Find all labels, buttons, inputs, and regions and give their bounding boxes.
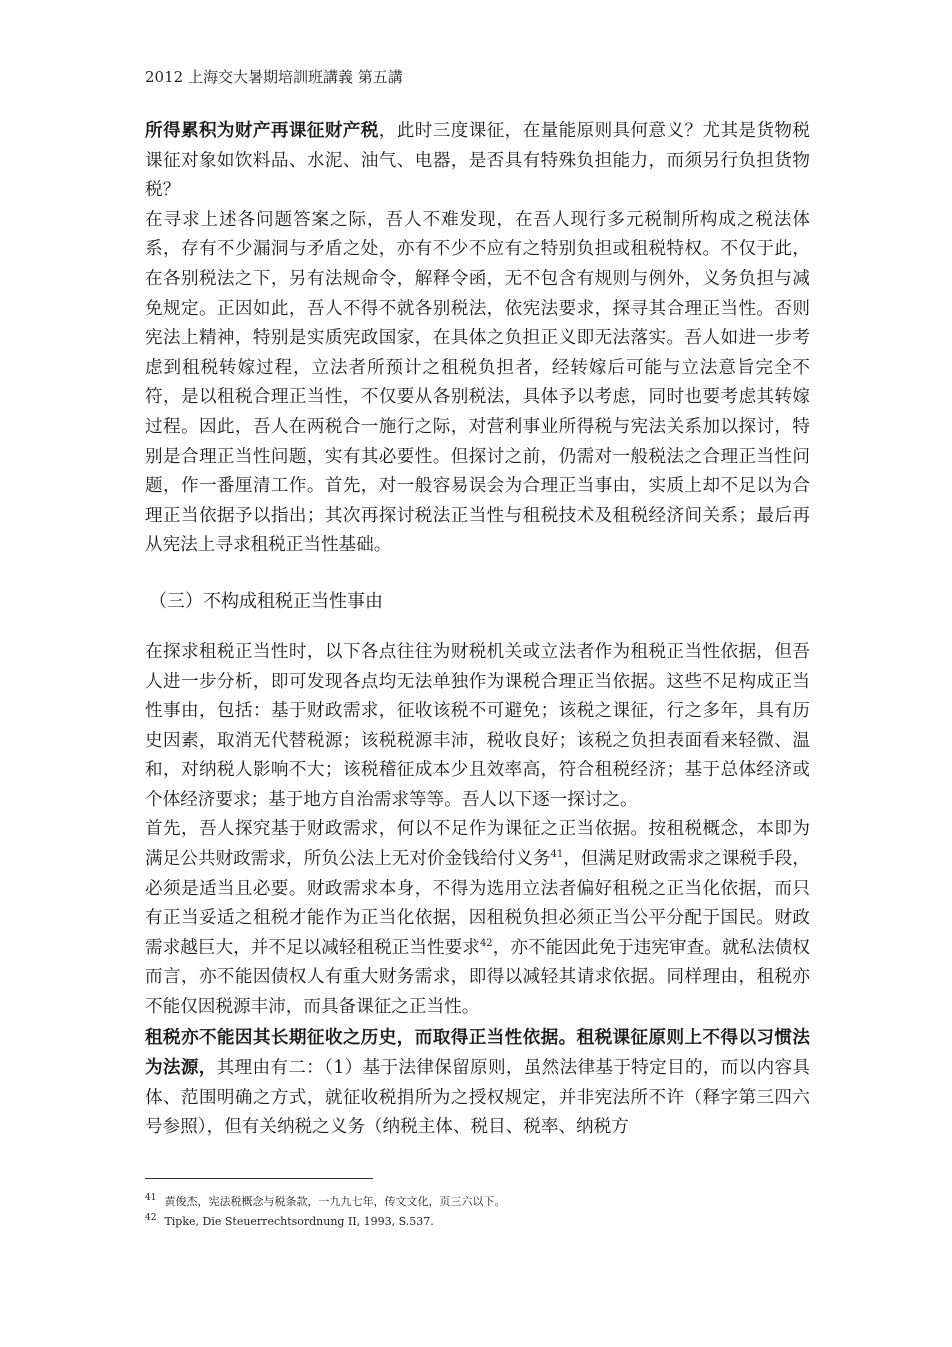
footnotes: [145, 1192, 505, 1232]
footnote-text: 黄俊杰，宪法税概念与税条款，一九九七年，传文文化，页三六以下。: [164, 1195, 506, 1208]
paragraph-text: ，亦不能因此免于违宪审查。就私法债权而言，亦不能因债权人有重大财务需求，即得以减轻其请求依据。同样理由，租税亦不能仅因税源丰沛，而具备课征之正当性。: [145, 937, 810, 1018]
footnote-number: 42: [145, 1213, 157, 1224]
footnote-divider: [145, 1178, 373, 1179]
paragraph-4: [145, 815, 810, 1022]
footnote-42: [145, 1212, 505, 1232]
footnote-41: [145, 1192, 505, 1212]
paragraph-5: [145, 1023, 810, 1143]
paragraph-1: [145, 116, 810, 206]
footnote-number: 41: [145, 1193, 157, 1204]
paragraph-text: 首先，吾人探究基于财政需求，何以不足作为课征之正当依据。按租税概念，本即为满足公共财政需求，所负公法上无对价金钱给付义务: [145, 819, 810, 870]
footnote-ref-42[interactable]: 42: [479, 937, 493, 949]
paragraph-text: 其理由有二：（1）基于法律保留原则，虽然法律基于特定目的，而以内容具体、范围明确之方式，就征收税捐所为之授权规定，并非宪法所不许（释字第三四六号参照），但有关纳税之义务（纳税主体、税目、税率、纳税方: [145, 1058, 810, 1138]
paragraph-3: 在探求租税正当性时，以下各点往往为财税机关或立法者作为租税正当性依据，但吾人进一步分析，即可发现各点均无法单独作为课税合理正当依据。这些不足构成正当性事由，包括：基于财政需求，征收该税不可避免；该税之课征，行之多年，具有历史因素，取消无代替税源；该税税源丰沛，税收良好；该税之负担表面看来轻微、温和，对纳税人影响不大；该税稽征成本少且效率高，符合租税经济；基于总体经济或个体经济要求；基于地方自治需求等等。吾人以下逐一探讨之。: [145, 641, 810, 810]
footnote-text: Tipke, Die Steuerrechtsordnung II, 1993, S.537.: [164, 1215, 434, 1228]
page-header: 2012 上海交大暑期培訓班講義 第五講: [145, 68, 403, 86]
paragraph-text: ，此时三度课征，在量能原则具何意义？尤其是货物税课征对象如饮料品、水泥、油气、电器，是否具有特殊负担能力，而须另行负担货物税？: [145, 121, 810, 201]
paragraph-2: 在寻求上述各问题答案之际，吾人不难发现，在吾人现行多元税制所构成之税法体系，存有不少漏洞与矛盾之处，亦有不少不应有之特别负担或租税特权。不仅于此，在各别税法之下，另有法规命令，解释令函，无不包含有规则与例外，义务负担与减免规定。正因如此，吾人不得不就各别税法，依宪法要求，探寻其合理正当性。否则宪法上精神，特别是实质宪政国家，在具体之负担正义即无法落实。吾人如进一步考虑到租税转嫁过程，立法者所预计之租税负担者，经转嫁后可能与立法意旨完全不符，是以租税合理正当性，不仅要从各别税法，具体予以考虑，同时也要考虑其转嫁过程。因此，吾人在两税合一施行之际，对营利事业所得税与宪法关系加以探讨，特别是合理正当性问题，实有其必要性。但探讨之前，仍需对一般税法之合理正当性问题，作一番厘清工作。首先，对一般容易误会为合理正当事由，实质上却不足以为合理正当依据予以指出；其次再探讨税法正当性与租税技术及租税经济间关系；最后再从宪法上寻求租税正当性基础。: [145, 209, 810, 556]
footnote-ref-41[interactable]: 41: [550, 849, 564, 861]
main-content: [145, 116, 810, 1143]
bold-phrase: 租税亦不能因其长期征收之历史，而取得正当性依据。租税课征原则上不得以习惯法为法源，: [145, 1026, 810, 1079]
paragraph-text: ，但满足财政需求之课税手段，必须是适当且必要。财政需求本身，不得为选用立法者偏好租税之正当化依据，而只有正当妥适之租税才能作为正当化依据，因租税负担必须正当公平分配于国民。财政需求越巨大，并不足以减轻租税正当性要求: [145, 849, 810, 958]
bold-phrase: 所得累积为财产再课征财产税: [145, 120, 379, 141]
section-heading: （三）不构成租税正当性事由: [149, 590, 383, 612]
